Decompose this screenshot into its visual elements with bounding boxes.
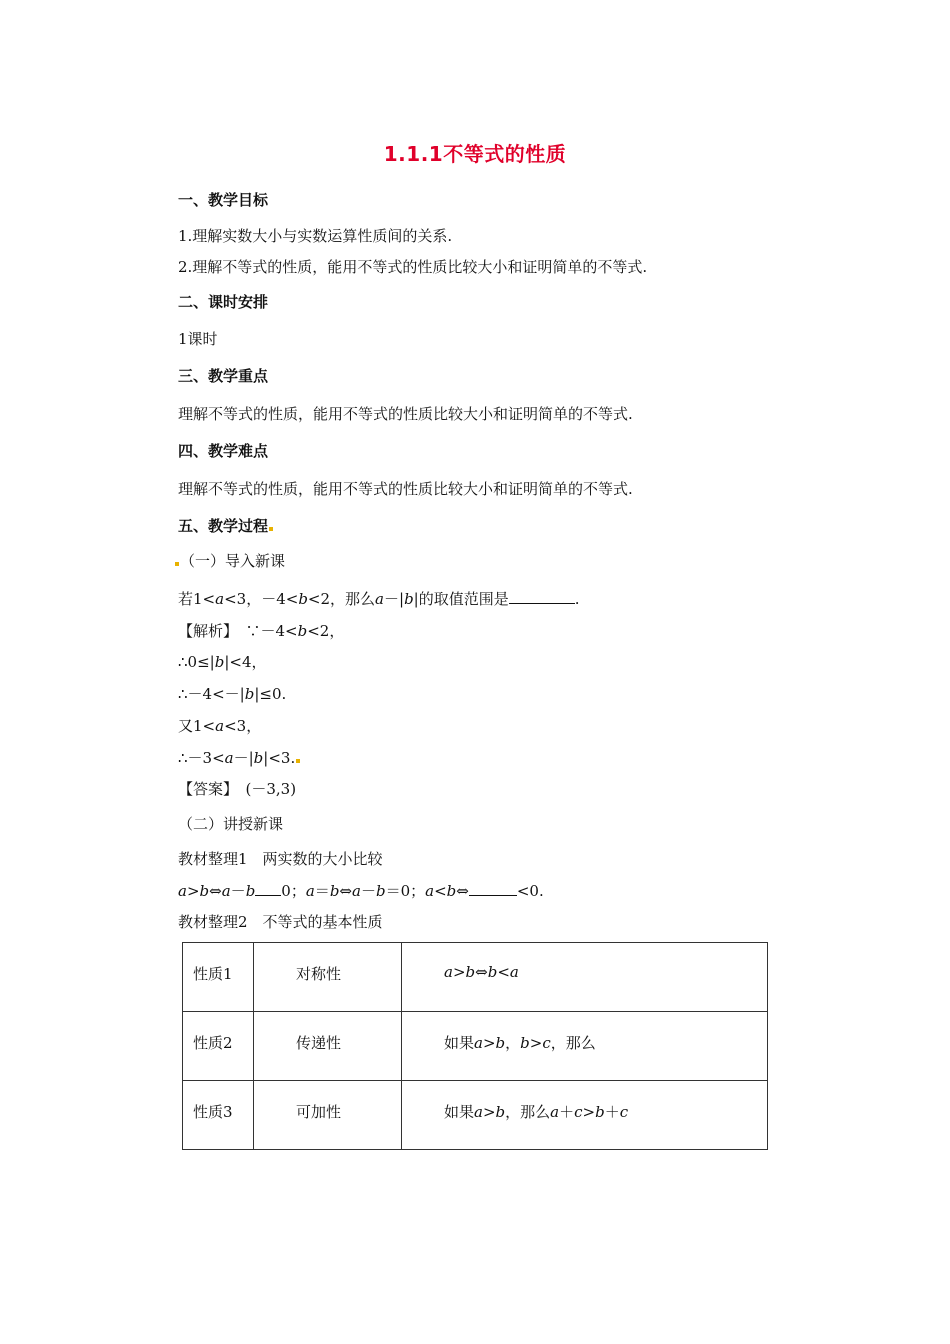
- goal-item-1: 1.理解实数大小与实数运算性质间的关系.: [178, 227, 453, 245]
- part1-label: [174, 551, 285, 571]
- editor-marker: [269, 527, 273, 531]
- section-heading-process: [178, 516, 274, 536]
- property-name: 性质3: [183, 1081, 254, 1150]
- property-type: 可加性: [254, 1081, 402, 1150]
- analysis-line-2: ∴0≤|b|<4，: [178, 653, 267, 671]
- part2-label: [178, 814, 283, 834]
- property-name: 性质1: [183, 943, 254, 1012]
- process-heading-text: 五、教学过程: [178, 517, 269, 535]
- problem-statement: 若1<a<3，－4<b<2，那么a－|b|的取值范围是 .: [178, 590, 580, 608]
- key-points-text: 理解不等式的性质，能用不等式的性质比较大小和证明简单的不等式.: [178, 405, 633, 423]
- analysis-line-5: ∴－3<a－|b|<3.: [178, 748, 301, 768]
- answer-blank: [509, 589, 575, 604]
- property-formula: 如果a>b，那么a＋c>b＋c: [402, 1081, 768, 1150]
- property-name: 性质2: [183, 1012, 254, 1081]
- section-heading-difficulties: 四、教学难点: [178, 442, 269, 460]
- analysis-line-4: 又1<a<3，: [178, 717, 262, 735]
- difficulties-text: 理解不等式的性质，能用不等式的性质比较大小和证明简单的不等式.: [178, 480, 633, 498]
- analysis-line-1: 【解析】 ∵－4<b<2，: [178, 622, 345, 640]
- property-formula: 如果a>b，b>c，那么: [402, 1012, 768, 1081]
- blank-1: [255, 881, 281, 896]
- material-2: 教材整理2 不等式的基本性质: [178, 913, 383, 931]
- analysis-line-3: ∴－4<－|b|≤0.: [178, 685, 287, 703]
- property-formula: a>b⇔b<a: [402, 943, 768, 1012]
- section-heading-goals: 一、教学目标: [178, 191, 269, 209]
- page-title: 1.1.1不等式的性质: [383, 142, 567, 166]
- schedule-text: 1课时: [178, 330, 218, 348]
- blank-2: [469, 881, 517, 896]
- property-type: 对称性: [254, 943, 402, 1012]
- table-row: [183, 1081, 768, 1150]
- property-type: 传递性: [254, 1012, 402, 1081]
- part1-label-text: （一）导入新课: [180, 552, 286, 570]
- goal-item-2: 2.理解不等式的性质，能用不等式的性质比较大小和证明简单的不等式.: [178, 258, 648, 276]
- material-1: 教材整理1 两实数的大小比较: [178, 850, 383, 868]
- section-heading-key-points: 三、教学重点: [178, 367, 269, 385]
- answer-line: 【答案】 (－3,3): [178, 780, 297, 798]
- editor-marker: [175, 562, 179, 566]
- section-heading-schedule: 二、课时安排: [178, 293, 269, 311]
- properties-table: [182, 942, 768, 1150]
- editor-marker: [296, 759, 300, 763]
- table-row: [183, 1012, 768, 1081]
- table-row: [183, 943, 768, 1012]
- part2-label-text: （二）讲授新课: [178, 815, 284, 833]
- comparison-rule: a>b⇔a－b 0；a＝b⇔a－b＝0；a<b⇔ <0.: [178, 882, 544, 900]
